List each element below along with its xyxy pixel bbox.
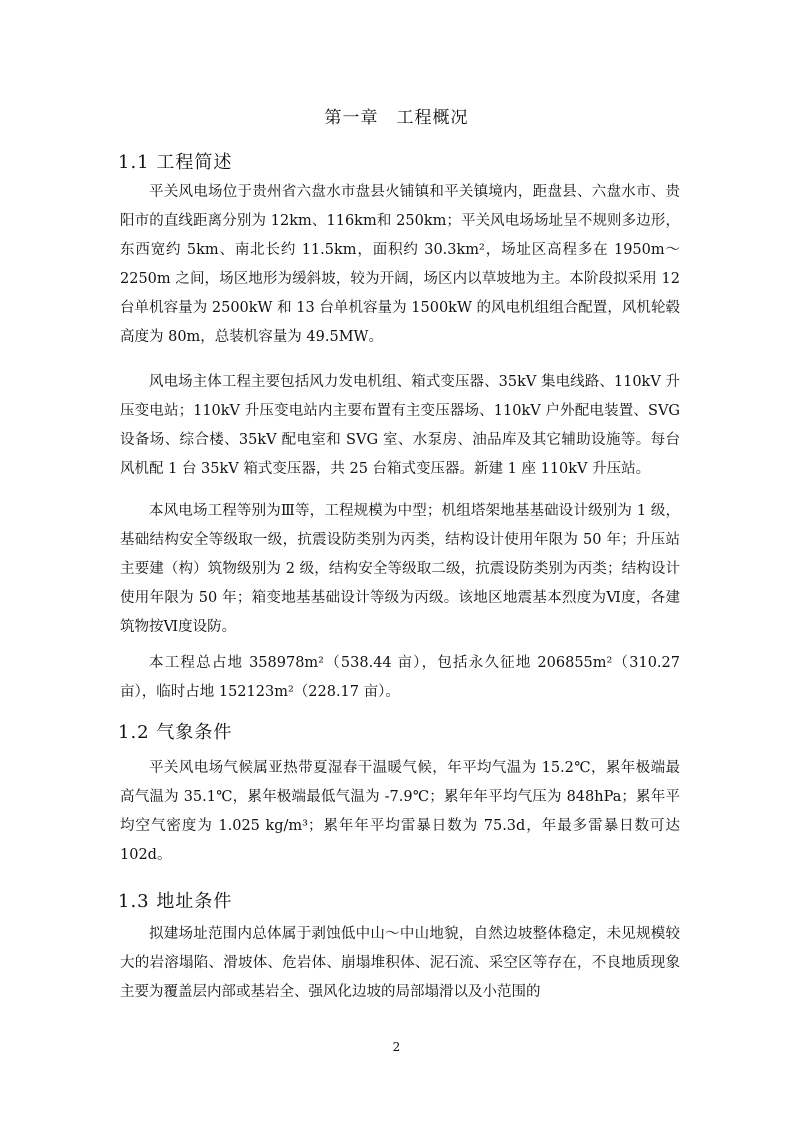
section-heading-1-3: 1.3 地址条件 bbox=[118, 891, 233, 912]
paragraph-grade-scale: 本风电场工程等别为Ⅲ等，工程规模为中型；机组塔架地基基础设计级别为 1 级，基础结构安全等级取一级，抗震设防类别为丙类，结构设计使用年限为 50 年；升压站主要建（构）筑物级别为 2 级，结构安全等级取二级，抗震设防类别为丙类；结构设计使用年限为 50 年；箱变地基基础设计等级为丙级。该地区地震基本烈度为Ⅵ度，各建筑物按Ⅵ度设防。 bbox=[120, 503, 680, 635]
paragraph-land-area: 本工程总占地 358978m²（538.44 亩），包括永久征地 206855m²（310.27 亩），临时占地 152123m²（228.17 亩）。 bbox=[120, 655, 680, 700]
paragraph-climate: 平关风电场气候属亚热带夏湿春干温暖气候，年平均气温为 15.2℃，累年极端最高气温为 35.1℃，累年极端最低气温为 -7.9℃；累年年平均气压为 848hPa；累年平均空气密度为 1.025 kg/m³；累年年平均雷暴日数为 75.3d，年最多雷暴日数可达 102d。 bbox=[120, 760, 680, 863]
chapter-title: 第一章 工程概况 bbox=[324, 108, 469, 128]
paragraph-main-works: 风电场主体工程主要包括风力发电机组、箱式变压器、35kV 集电线路、110kV 升压变电站；110kV 升压变电站内主要布置有主变压器场、110kV 户外配电装置、SVG 设备场、综合楼、35kV 配电室和 SVG 室、水泵房、油品库及其它辅助设施等。每台风机配 1 台 35kV 箱式变压器，共 25 台箱式变压器。新建 1 座 110kV 升压站。 bbox=[120, 374, 680, 477]
paragraph-geology: 拟建场址范围内总体属于剥蚀低中山～中山地貌，自然边坡整体稳定，未见规模较大的岩溶塌陷、滑坡体、危岩体、崩塌堆积体、泥石流、采空区等存在，不良地质现象主要为覆盖层内部或基岩全、强风化边坡的局部塌滑以及小范围的 bbox=[120, 926, 680, 1000]
page-number: 2 bbox=[392, 1040, 401, 1054]
section-heading-1-2: 1.2 气象条件 bbox=[118, 722, 233, 743]
paragraph-project-location: 平关风电场位于贵州省六盘水市盘县火铺镇和平关镇境内，距盘县、六盘水市、贵阳市的直线距离分别为 12km、116km和 250km；平关风电场场址呈不规则多边形，东西宽约 5km、南北长约 11.5km，面积约 30.3km²，场址区高程多在 1950m～2250m 之间，场区地形为缓斜坡，较为开阔，场区内以草坡地为主。本阶段拟采用 12 台单机容量为 2500kW 和 13 台单机容量为 1500kW 的风电机组组合配置，风机轮毂高度为 80m，总装机容量为 49.5MW。 bbox=[120, 184, 680, 345]
section-heading-1-1: 1.1 工程简述 bbox=[118, 152, 233, 173]
